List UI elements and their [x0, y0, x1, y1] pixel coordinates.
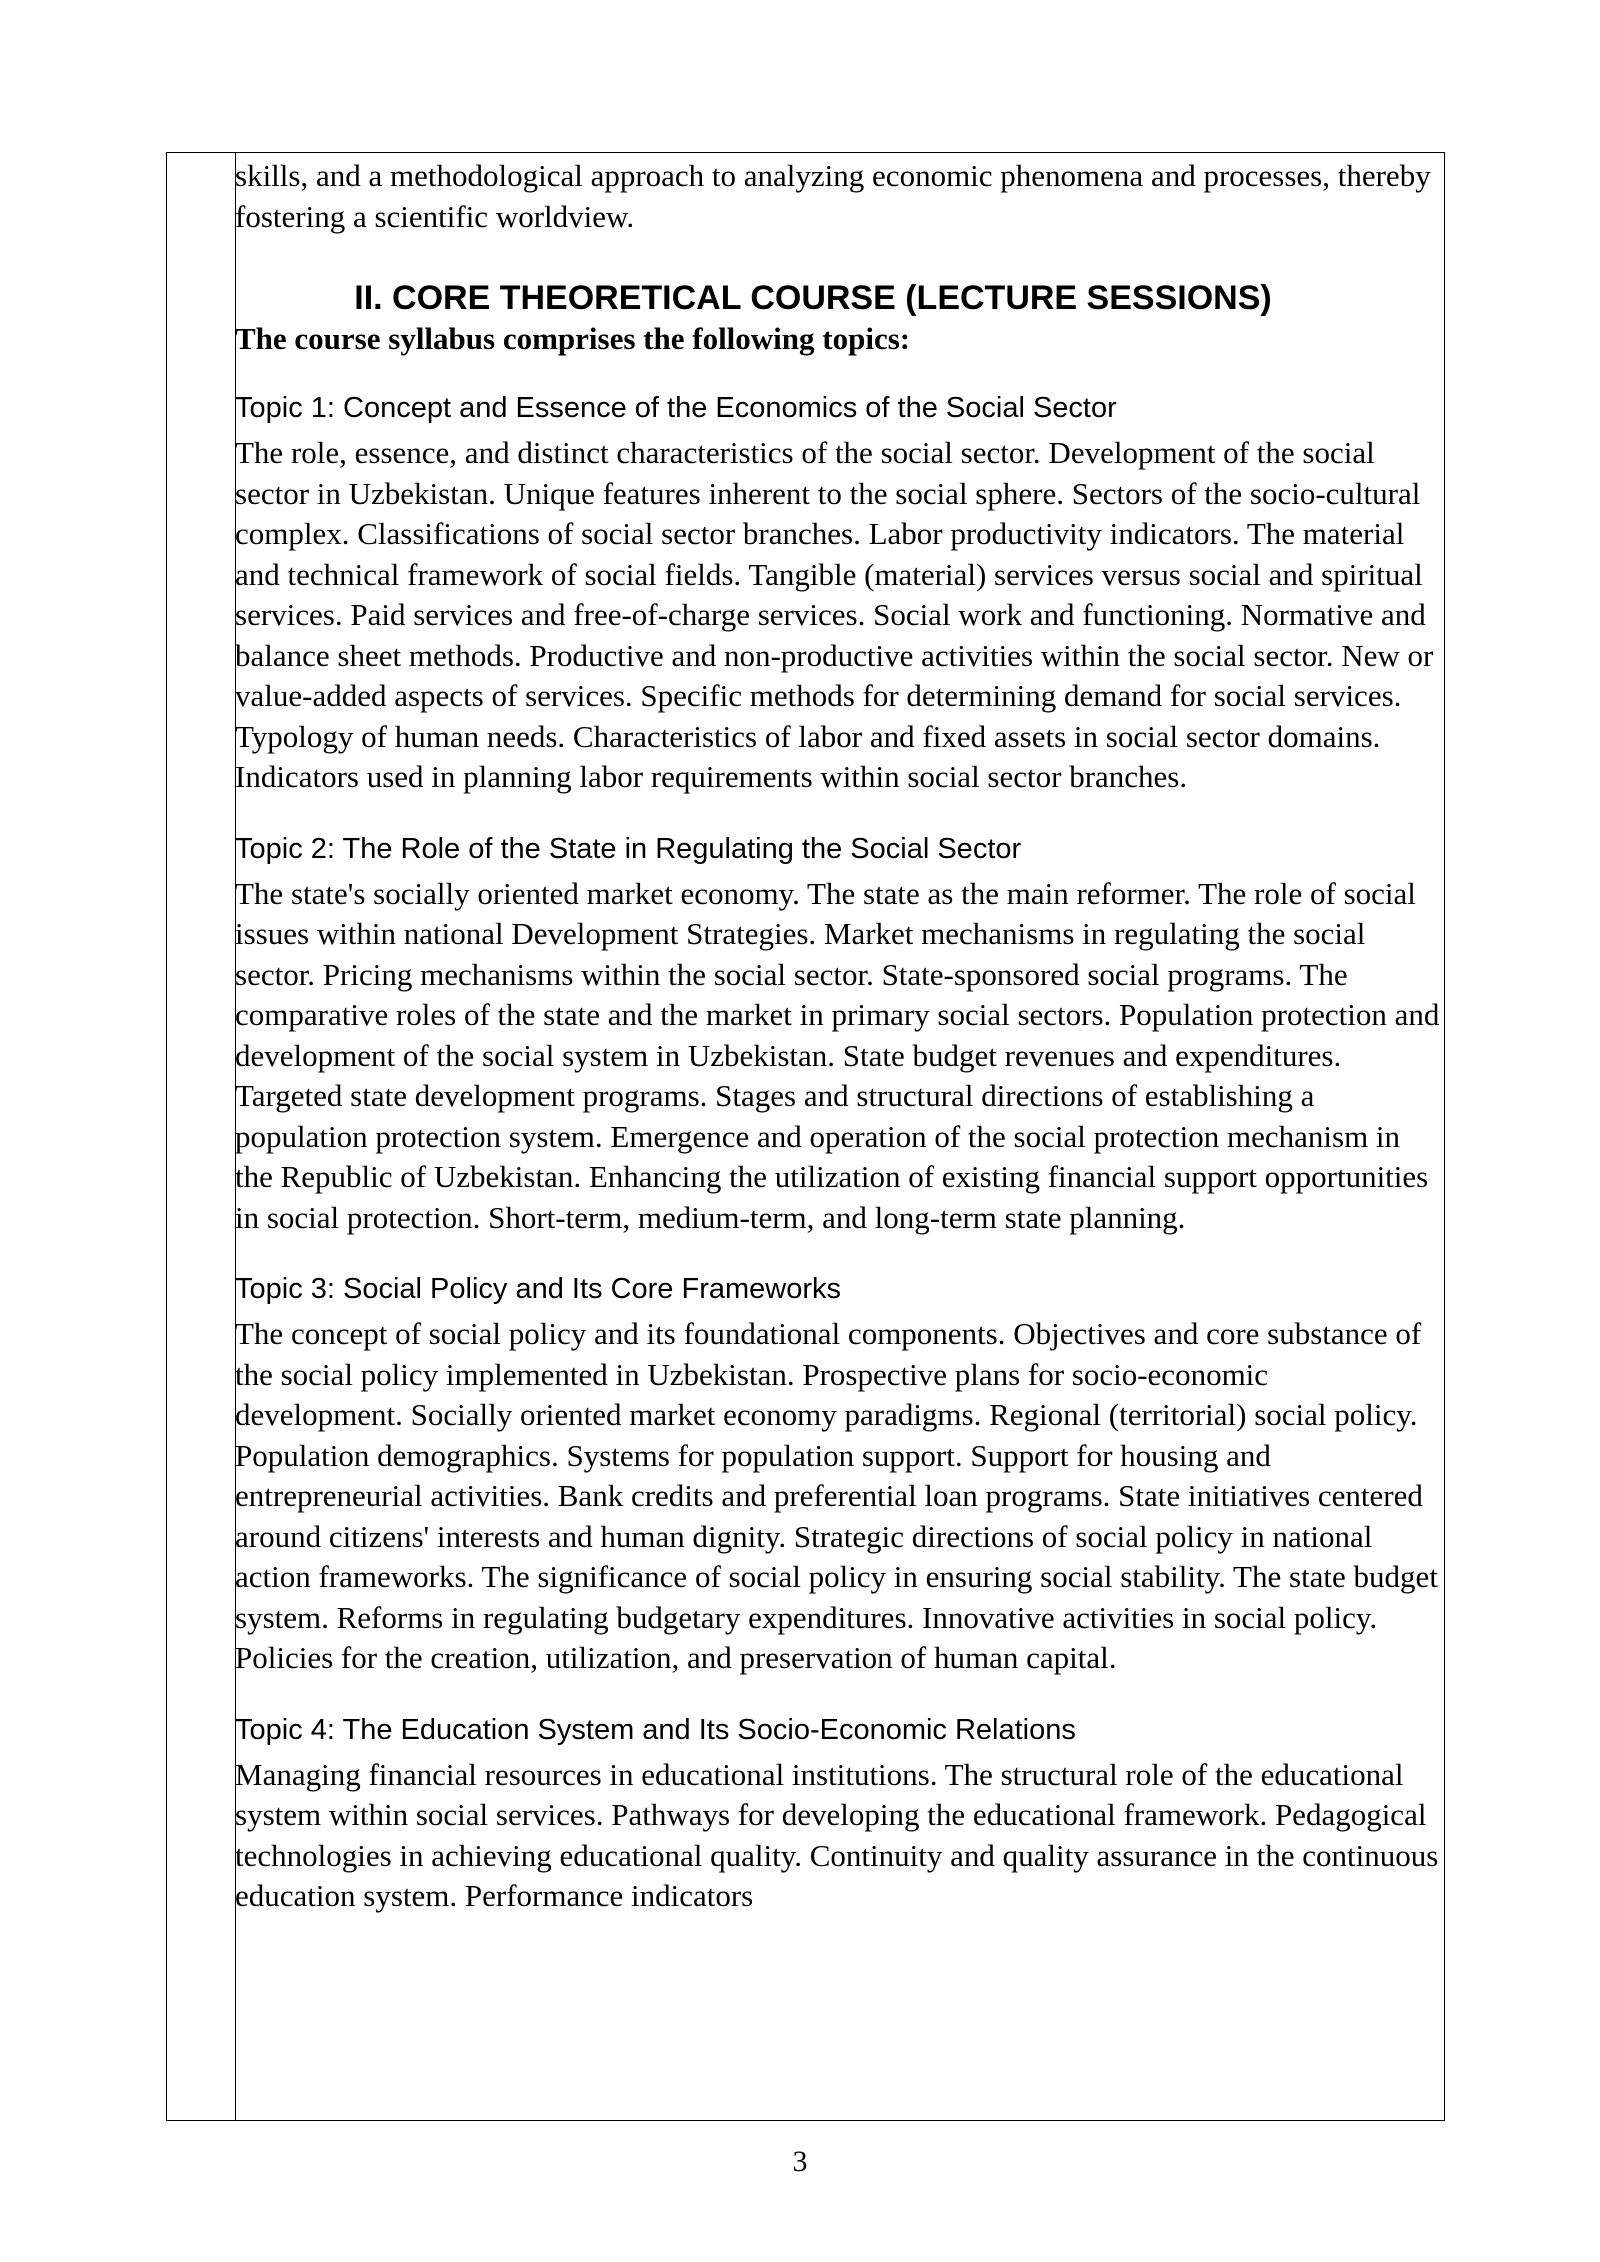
topic-title: Topic 4: The Education System and Its Socio-Economic Relations	[235, 1713, 1076, 1746]
topic-2	[235, 830, 1441, 1239]
topic-title: Topic 3: Social Policy and Its Core Frameworks	[235, 1273, 841, 1305]
topic-body: The state's socially oriented market economy. The state as the main reformer. The role of social issues within national Development Strategies. Market mechanisms in regulating the social sector. Pricing mechanisms within the social sector. State-sponsored social programs. The comparative roles of the state and the market in primary social sectors. Population protection and development of the social system in Uzbekistan. State budget revenues and expenditures. Targeted state development programs. Stages and structural directions of establishing a population protection system. Emergence and operation of the social protection mechanism in the Republic of Uzbekistan. Enhancing the utilization of existing financial support opportunities in social protection. Short-term, medium-term, and long-term state planning.	[235, 875, 1440, 1235]
topic-body: The role, essence, and distinct characteristics of the social sector. Development of the social sector in Uzbekistan. Unique features inherent to the social sphere. Sectors of the socio-cultural complex. Classifications of social sector branches. Labor productivity indicators. The material and technical framework of social fields. Tangible (material) services versus social and spiritual services. Paid services and free-of-charge services. Social work and functioning. Normative and balance sheet methods. Productive and non-productive activities within the social sector. New or value-added aspects of services. Specific methods for determining demand for social services. Typology of human needs. Characteristics of labor and fixed assets in social sector domains. Indicators used in planning labor requirements within social sector branches.	[235, 435, 1434, 794]
intro-paragraph: skills, and a methodological approach to analyzing economic phenomena and processes, thereby fostering a scientific worldview.	[235, 158, 1431, 234]
topic-body: Managing financial resources in educational institutions. The structural role of the educational system within social services. Pathways for developing the educational framework. Pedagogical technologies in achieving educational quality. Continuity and quality assurance in the continuous education system. Performance indicators	[235, 1756, 1439, 1913]
document-content	[235, 152, 1445, 1917]
page-number: 3	[792, 2145, 808, 2178]
topic-4	[235, 1711, 1441, 1917]
syllabus-note: The course syllabus comprises the following topics:	[235, 321, 911, 356]
topic-1	[235, 389, 1441, 798]
topic-3	[235, 1270, 1441, 1679]
topic-title: Topic 1: Concept and Essence of the Economics of the Social Sector	[235, 392, 1117, 424]
topic-title: Topic 2: The Role of the State in Regulating the Social Sector	[235, 832, 1022, 865]
section-heading: II. CORE THEORETICAL COURSE (LECTURE SESSIONS)	[354, 279, 1272, 317]
topic-body: The concept of social policy and its foundational components. Objectives and core substance of the social policy implemented in Uzbekistan. Prospective plans for socio-economic development. Socially oriented market economy paradigms. Regional (territorial) social policy. Population demographics. Systems for population support. Support for housing and entrepreneurial activities. Bank credits and preferential loan programs. State initiatives centered around citizens' interests and human dignity. Strategic directions of social policy in national action frameworks. The significance of social policy in ensuring social stability. The state budget system. Reforms in regulating budgetary expenditures. Innovative activities in social policy. Policies for the creation, utilization, and preservation of human capital.	[235, 1316, 1438, 1675]
